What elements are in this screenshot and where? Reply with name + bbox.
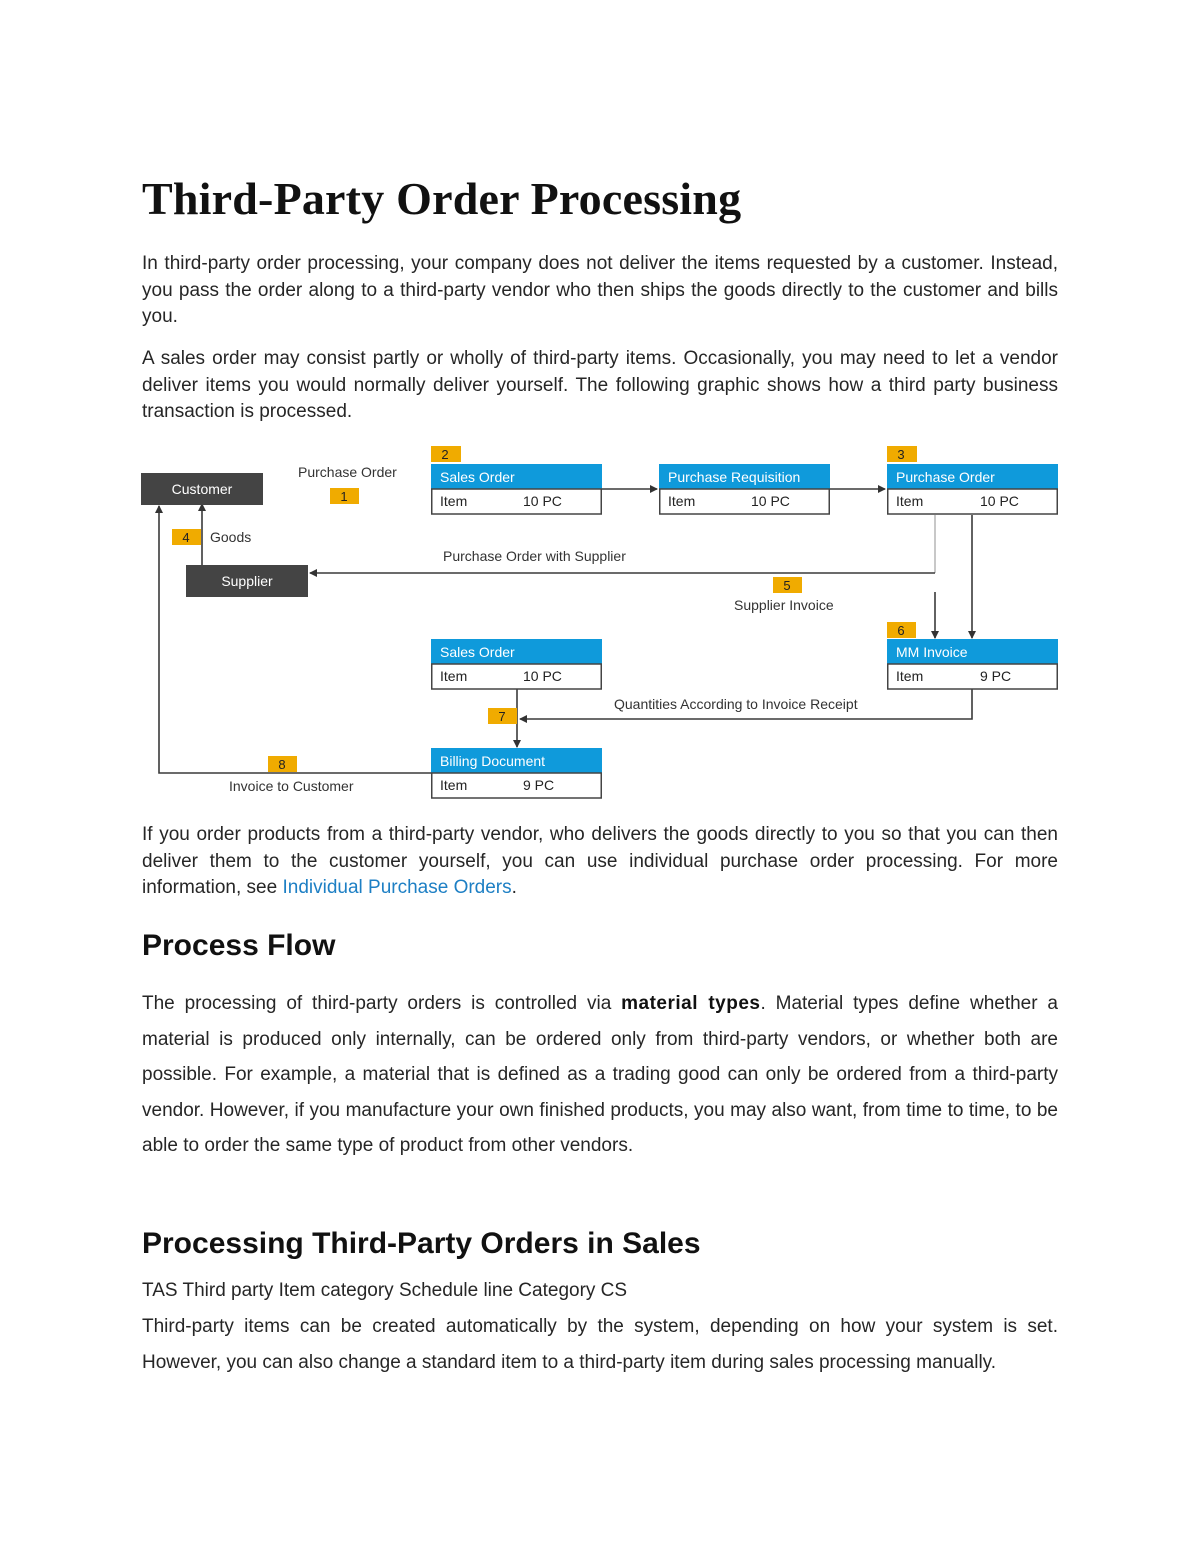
purchase-requisition-box (659, 464, 830, 514)
supplier-box (186, 565, 308, 597)
purchase-order-qty: 10 PC (980, 493, 1019, 509)
step-badge-7 (488, 708, 517, 724)
billing-document-qty: 9 PC (523, 777, 555, 793)
purchase-order-item: Item (896, 493, 924, 509)
purchase-order-title: Purchase Order (896, 469, 995, 485)
tas-line: TAS Third party Item category Schedule line Category CS (142, 1280, 628, 1301)
customer-label: Customer (171, 481, 233, 497)
individual-purchase-orders-link[interactable]: Individual Purchase Orders (282, 877, 512, 898)
sales-order-mid-item: Item (440, 668, 468, 684)
page-title: Third-Party Order Processing (142, 173, 742, 224)
third-party-process-diagram (138, 440, 1062, 805)
goods-label: Goods (210, 529, 252, 545)
svg-text:1: 1 (340, 489, 348, 504)
sales-order-mid-title: Sales Order (440, 644, 515, 660)
step-badge-6 (887, 622, 916, 638)
individual-po-end: . (511, 877, 517, 898)
sales-order-top-item: Item (440, 493, 468, 509)
purchase-requisition-item: Item (668, 493, 696, 509)
process-flow-paragraph (142, 986, 1058, 1164)
quantities-label: Quantities According to Invoice Receipt (614, 696, 858, 712)
supplier-label: Supplier (221, 573, 273, 589)
arrow-invoice-to-customer (159, 506, 431, 773)
individual-po-paragraph (142, 822, 1058, 902)
svg-text:2: 2 (441, 447, 449, 462)
mm-invoice-qty: 9 PC (980, 668, 1012, 684)
svg-text:5: 5 (783, 578, 791, 593)
material-types-bold: material types (621, 993, 761, 1014)
mm-invoice-item: Item (896, 668, 924, 684)
step-badge-8 (268, 756, 297, 772)
step-badge-5 (773, 577, 802, 593)
svg-text:7: 7 (498, 709, 506, 724)
process-flow-post: . Material types define whether a material is produced only internally, can be ordered only from third-party vendors, or whether both are possible. For example, a material that is defined as a trading good can only be ordered from a third-party vendor. However, if you manufacture your own finished products, you may also want, from time to time, to be able to order the same type of product from other vendors. (142, 993, 1058, 1156)
mm-invoice-title: MM Invoice (896, 644, 968, 660)
processing-sales-heading: Processing Third-Party Orders in Sales (142, 1227, 701, 1260)
invoice-to-customer-label: Invoice to Customer (229, 778, 354, 794)
intro-paragraph-1: In third-party order processing, your company does not deliver the items requested by a customer. Instead, you pass the order along to a third-party vendor who then ships the goods directly to the customer and bills you. (142, 253, 1058, 327)
svg-text:3: 3 (897, 447, 905, 462)
step-badge-2 (431, 446, 461, 462)
sales-order-top-qty: 10 PC (523, 493, 562, 509)
mm-invoice-box (887, 639, 1058, 689)
sales-order-top-box (431, 464, 602, 514)
step-badge-1 (330, 488, 359, 504)
diagram-connectors (159, 489, 972, 773)
sales-order-mid-qty: 10 PC (523, 668, 562, 684)
step-badge-4 (172, 529, 201, 545)
intro-paragraph-2: A sales order may consist partly or wholly of third-party items. Occasionally, you may need to let a vendor deliver items you would normally deliver yourself. The following graphic shows how a third party business transaction is processed. (142, 348, 1058, 422)
sales-order-mid-box (431, 639, 602, 689)
sales-order-top-title: Sales Order (440, 469, 515, 485)
svg-text:4: 4 (182, 530, 190, 545)
customer-box (141, 473, 263, 505)
po-with-supplier-label: Purchase Order with Supplier (443, 548, 626, 564)
sales-paragraph: Third-party items can be created automatically by the system, depending on how your system is set. However, you can also change a standard item to a third-party item during sales processing manually. (142, 1316, 1058, 1373)
process-flow-pre: The processing of third-party orders is controlled via (142, 993, 622, 1014)
step-badge-3 (887, 446, 917, 462)
purchase-requisition-title: Purchase Requisition (668, 469, 801, 485)
supplier-invoice-label: Supplier Invoice (734, 597, 834, 613)
purchase-order-label: Purchase Order (298, 464, 397, 480)
billing-document-title: Billing Document (440, 753, 546, 769)
billing-document-box (431, 748, 602, 798)
purchase-requisition-qty: 10 PC (751, 493, 790, 509)
process-flow-heading: Process Flow (142, 929, 336, 962)
individual-po-text: If you order products from a third-party vendor, who delivers the goods directly to you so that you can then deliver them to the customer yourself, you can use individual purchase order processing. For more information, see (142, 824, 1058, 898)
purchase-order-box (887, 464, 1058, 514)
billing-document-item: Item (440, 777, 468, 793)
svg-text:6: 6 (897, 623, 905, 638)
svg-text:8: 8 (278, 757, 286, 772)
